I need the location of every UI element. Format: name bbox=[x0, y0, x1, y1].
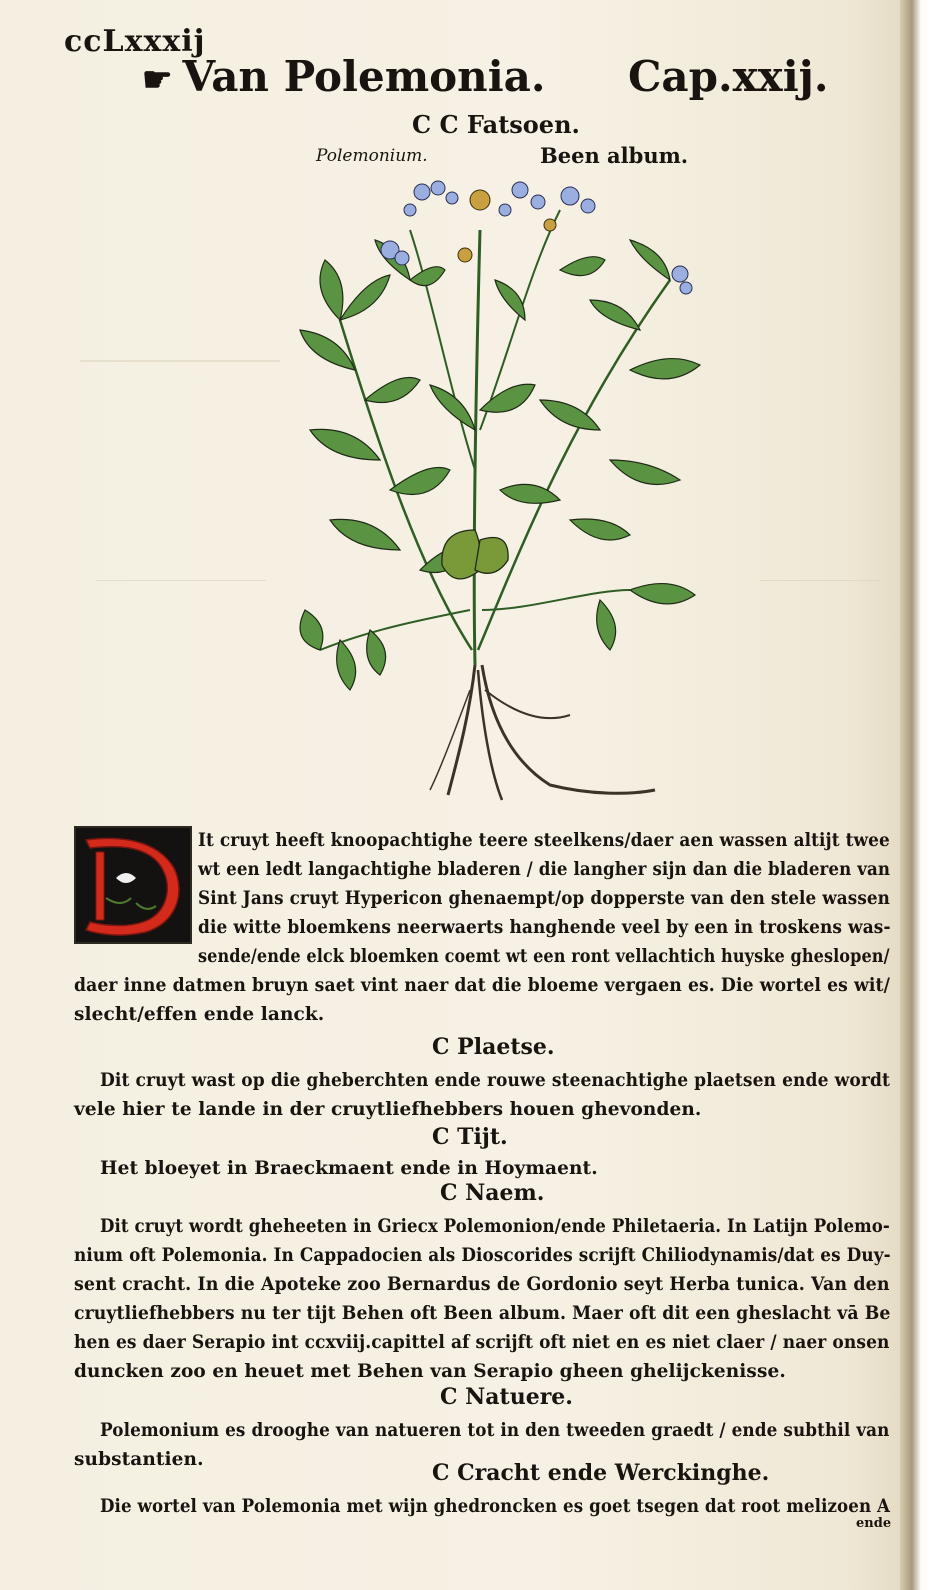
intro-line: It cruyt heeft knoopachtighe teere steelkens/daer aen wassen altijt twee bbox=[198, 830, 890, 851]
folio-number: ccLxxxij bbox=[64, 24, 206, 59]
section-line: Het bloeyet in Braeckmaent ende in Hoymaent. bbox=[100, 1158, 598, 1179]
section-line: sent cracht. In die Apoteke zoo Bernardus de Gordonio seyt Herba tunica. Van den bbox=[74, 1274, 890, 1295]
intro-line: sende/ende elck bloemken coemt wt een ront vellachtich huyske gheslopen/ bbox=[198, 946, 890, 967]
intro-line: Sint Jans cruyt Hypericon ghenaempt/op dopperste van den stele wassen bbox=[198, 888, 890, 909]
intro-line: daer inne datmen bruyn saet vint naer dat die bloeme vergaen es. Die wortel es wit/ bbox=[74, 975, 890, 996]
intro-line: die witte bloemkens neerwaerts hanghende veel by een in troskens was- bbox=[198, 917, 891, 938]
chapter-number: Cap.xxij. bbox=[628, 52, 829, 101]
decorated-initial bbox=[74, 826, 192, 944]
bleed-through-mark bbox=[80, 360, 280, 362]
pointing-hand-icon: ☛ bbox=[142, 60, 173, 100]
section-fatsoen: Ⅽ Ⅽ Fatsoen. bbox=[412, 110, 580, 139]
chapter-title bbox=[142, 52, 546, 101]
section-line: hen es daer Serapio int ccxviij.capittel af scrijft oft niet en es niet claer / naer onsen bbox=[74, 1332, 890, 1353]
section-line: vele hier te lande in der cruytliefhebbers houen ghevonden. bbox=[74, 1099, 702, 1120]
page-gutter bbox=[900, 0, 930, 1590]
plant-illustration bbox=[270, 170, 730, 810]
section-line: duncken zoo en heuet met Behen van Serapio gheen ghelijckenisse. bbox=[74, 1361, 786, 1382]
section-heading-natuere: Ⅽ Natuere. bbox=[440, 1384, 573, 1410]
section-heading-naem: Ⅽ Naem. bbox=[440, 1180, 545, 1206]
figure-label-common: Been album. bbox=[540, 143, 689, 168]
section-heading-tijt: Ⅽ Tijt. bbox=[432, 1124, 508, 1150]
section-line: Polemonium es drooghe van natueren tot in den tweeden graedt / ende subthil van bbox=[100, 1420, 890, 1441]
section-line: cruytliefhebbers nu ter tijt Behen oft Been album. Maer oft dit een gheslacht vā Be bbox=[74, 1303, 891, 1324]
section-line: Dit cruyt wordt gheheeten in Griecx Polemonion/ende Philetaeria. In Latijn Polemo- bbox=[100, 1216, 890, 1237]
bleed-through-mark bbox=[760, 580, 880, 641]
section-heading-cracht: Ⅽ Cracht ende Werckinghe. bbox=[432, 1460, 770, 1486]
intro-line: slecht/effen ende lanck. bbox=[74, 1004, 325, 1025]
section-heading-plaetse: Ⅽ Plaetse. bbox=[432, 1034, 555, 1060]
section-line: Dit cruyt wast op die gheberchten ende rouwe steenachtighe plaetsen ende wordt bbox=[100, 1070, 890, 1091]
section-line: substantien. bbox=[74, 1449, 204, 1470]
title-text: Van Polemonia. bbox=[182, 52, 546, 101]
intro-line: wt een ledt langachtighe bladeren / die langher sijn dan die bladeren van bbox=[198, 859, 891, 880]
bleed-through-mark bbox=[96, 580, 266, 641]
figure-label-latin: Polemonium. bbox=[316, 146, 428, 166]
catchword: ende bbox=[856, 1516, 892, 1531]
section-line: nium oft Polemonia. In Cappadocien als Dioscorides scrijft Chiliodynamis/dat es Duy- bbox=[74, 1245, 891, 1266]
section-line: Die wortel van Polemonia met wijn ghedroncken es goet tsegen dat root melizoen A bbox=[100, 1496, 891, 1517]
